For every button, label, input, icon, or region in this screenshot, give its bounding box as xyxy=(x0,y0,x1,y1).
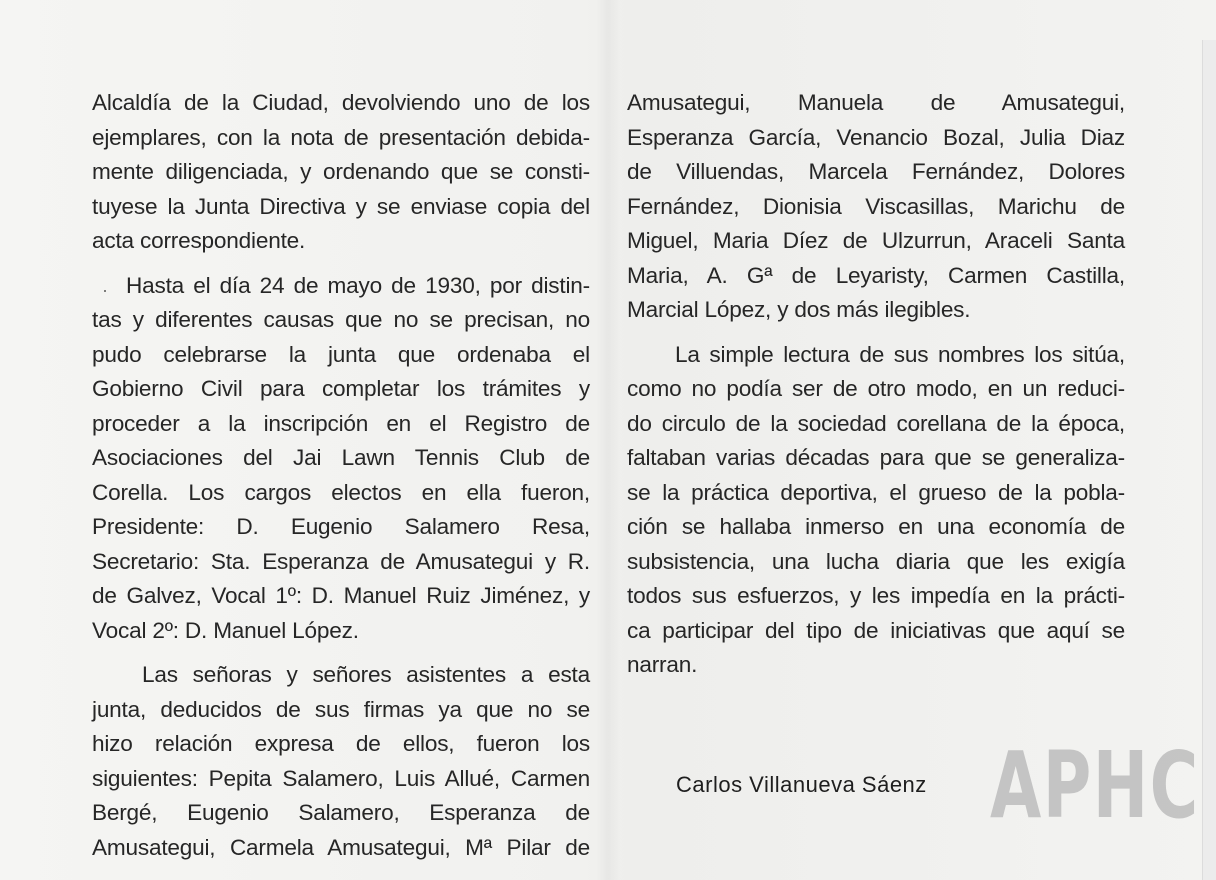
text-line: Asociaciones del Jai Lawn Tennis Club de xyxy=(92,445,590,470)
text-line: mente diligenciada, y ordenando que se consti- xyxy=(92,159,590,184)
text-line: narran. xyxy=(627,652,698,677)
text-line: Miguel, Maria Díez de Ulzurrun, Araceli Santa xyxy=(627,228,1125,253)
text-line: Corella. Los cargos electos en ella fueron, xyxy=(92,479,590,505)
text-line: faltaban varias décadas para que se generaliza- xyxy=(627,445,1125,470)
text-line: La simple lectura de sus nombres los sitúa, xyxy=(675,341,1125,367)
text-line: acta correspondiente. xyxy=(92,228,306,253)
text-line: Maria, A. Gª de Leyaristy, Carmen Castilla, xyxy=(627,262,1125,288)
text-line: ca participar del tipo de iniciativas que aquí se xyxy=(627,617,1125,643)
text-line: Alcaldía de la Ciudad, devolviendo uno de los xyxy=(92,90,590,115)
text-line: Marcial López, y dos más ilegibles. xyxy=(627,297,971,322)
text-line: Presidente: D. Eugenio Salamero Resa, xyxy=(92,514,590,539)
text-line: Las señoras y señores asistentes a esta xyxy=(142,662,590,687)
text-line: como no podía ser de otro modo, en un reduci- xyxy=(627,376,1125,401)
author-signature: Carlos Villanueva Sáenz xyxy=(676,772,927,797)
right-column xyxy=(627,86,1125,683)
text-line: Amusategui, Carmela Amusategui, Mª Pilar de xyxy=(92,834,590,860)
paragraph xyxy=(92,658,590,865)
text-line: Vocal 2º: D. Manuel López. xyxy=(92,617,359,643)
text-line: tuyese la Junta Directiva y se enviase copia del xyxy=(92,193,590,219)
left-column xyxy=(92,86,590,865)
text-line: ción se hallaba inmerso en una economía de xyxy=(627,514,1125,539)
watermark-logo: APHC xyxy=(990,732,1200,839)
text-line: Esperanza García, Venancio Bozal, Julia Diaz xyxy=(627,124,1125,150)
text-line: todos sus esfuerzos, y les impedía en la prácti- xyxy=(627,583,1125,608)
text-line: pudo celebrarse la junta que ordenaba el xyxy=(92,341,590,367)
text-line: de Galvez, Vocal 1º: D. Manuel Ruiz Jiménez, y xyxy=(92,583,590,608)
text-line: Fernández, Dionisia Viscasillas, Marichu de xyxy=(627,193,1125,219)
text-line: ejemplares, con la nota de presentación debida- xyxy=(92,124,590,150)
text-line: do circulo de la sociedad corellana de la época, xyxy=(627,410,1125,436)
text-line: tas y diferentes causas que no se precisan, no xyxy=(92,307,590,332)
page-edge xyxy=(1202,40,1216,880)
paragraph xyxy=(627,338,1125,683)
text-line: Bergé, Eugenio Salamero, Esperanza de xyxy=(92,800,590,825)
text-line: subsistencia, una lucha diaria que les exigía xyxy=(627,548,1125,574)
paragraph xyxy=(92,86,590,259)
text-line: Gobierno Civil para completar los trámites y xyxy=(92,376,590,401)
text-line: se la práctica deportiva, el grueso de la pobla- xyxy=(627,479,1125,505)
text-line: Amusategui, Manuela de Amusategui, xyxy=(627,90,1125,115)
text-line: junta, deducidos de sus firmas ya que no se xyxy=(92,696,590,722)
text-line: proceder a la inscripción en el Registro de xyxy=(92,410,590,436)
paragraph xyxy=(92,269,590,649)
paragraph xyxy=(627,86,1125,328)
text-line: Secretario: Sta. Esperanza de Amusategui y R. xyxy=(92,548,590,574)
text-line: de Villuendas, Marcela Fernández, Dolores xyxy=(627,159,1125,184)
gutter-shadow xyxy=(596,0,620,880)
text-line: hizo relación expresa de ellos, fueron los xyxy=(92,731,590,756)
text-line: siguientes: Pepita Salamero, Luis Allué, Carmen xyxy=(92,765,590,791)
text-line: Hasta el día 24 de mayo de 1930, por distin- xyxy=(126,272,590,298)
